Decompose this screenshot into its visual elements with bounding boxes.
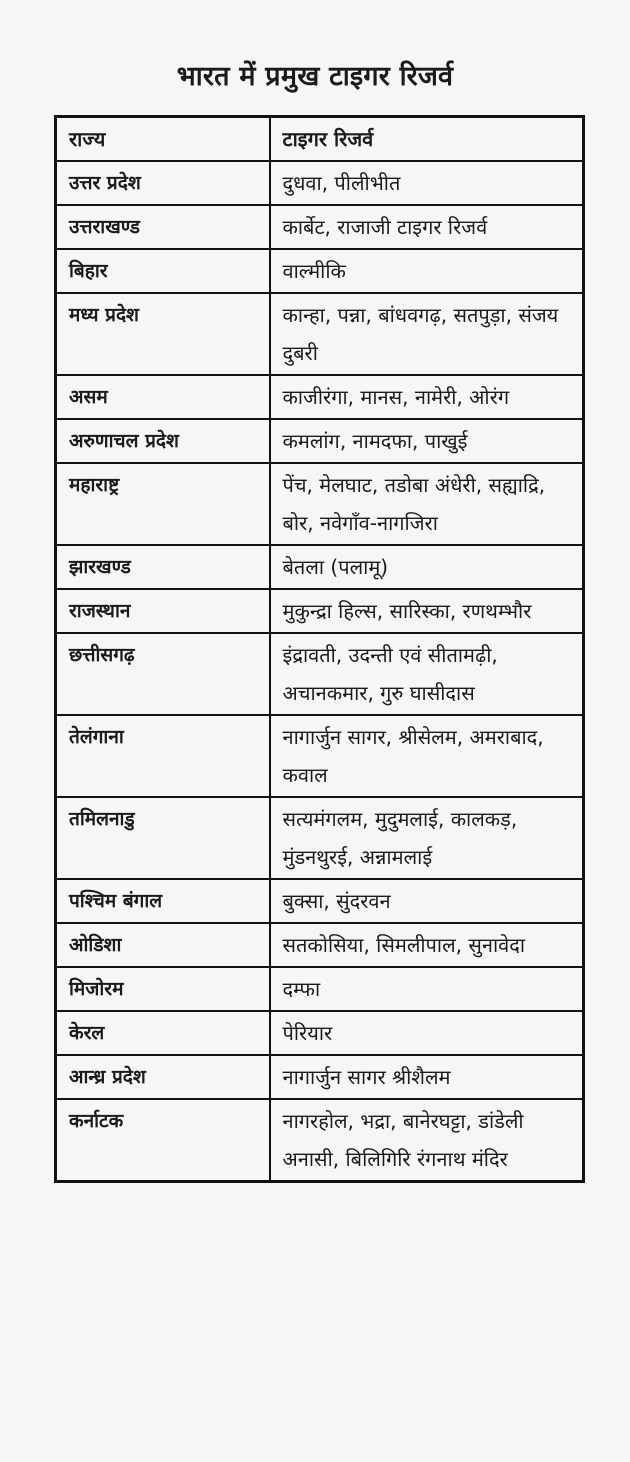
table-row	[56, 1055, 584, 1099]
reserve-cell: काजीरंगा, मानस, नामेरी, ओरंग	[270, 375, 584, 419]
table-row	[56, 1099, 584, 1182]
reserve-cell: इंद्रावती, उदन्ती एवं सीतामढ़ी, अचानकमार, गुरु घासीदास	[270, 633, 584, 715]
reserve-cell: नागार्जुन सागर श्रीशैलम	[270, 1055, 584, 1099]
state-cell: तमिलनाडु	[56, 797, 270, 879]
table-header-row	[56, 117, 584, 162]
table-row	[56, 797, 584, 879]
table-row	[56, 879, 584, 923]
state-cell: अरुणाचल प्रदेश	[56, 419, 270, 463]
reserve-cell: दुधवा, पीलीभीत	[270, 161, 584, 205]
table-row	[56, 293, 584, 375]
state-cell: मिजोरम	[56, 967, 270, 1011]
table-row	[56, 419, 584, 463]
table-row	[56, 1011, 584, 1055]
state-cell: ओडिशा	[56, 923, 270, 967]
reserve-cell: नागार्जुन सागर, श्रीसेलम, अमराबाद, कवाल	[270, 715, 584, 797]
table-row	[56, 715, 584, 797]
state-cell: महाराष्ट्र	[56, 463, 270, 545]
reserve-cell: पेरियार	[270, 1011, 584, 1055]
table-row	[56, 375, 584, 419]
table-row	[56, 161, 584, 205]
table-row	[56, 463, 584, 545]
tiger-reserve-table	[54, 115, 585, 1183]
state-cell: झारखण्ड	[56, 545, 270, 589]
table-row	[56, 545, 584, 589]
reserve-cell: सत्यमंगलम, मुदुमलाई, कालकड़, मुंडनथुरई, अन्नामलाई	[270, 797, 584, 879]
reserve-cell: बुक्सा, सुंदरवन	[270, 879, 584, 923]
state-cell: बिहार	[56, 249, 270, 293]
state-cell: पश्चिम बंगाल	[56, 879, 270, 923]
state-cell: केरल	[56, 1011, 270, 1055]
reserve-cell: दम्फा	[270, 967, 584, 1011]
state-cell: मध्य प्रदेश	[56, 293, 270, 375]
reserve-cell: कान्हा, पन्ना, बांधवगढ़, सतपुड़ा, संजय दुबरी	[270, 293, 584, 375]
table-row	[56, 923, 584, 967]
table-row	[56, 967, 584, 1011]
reserve-cell: सतकोसिया, सिमलीपाल, सुनावेदा	[270, 923, 584, 967]
reserve-cell: बेतला (पलामू)	[270, 545, 584, 589]
table-row	[56, 633, 584, 715]
state-cell: राजस्थान	[56, 589, 270, 633]
table-row	[56, 249, 584, 293]
state-cell: आन्ध्र प्रदेश	[56, 1055, 270, 1099]
state-cell: तेलंगाना	[56, 715, 270, 797]
reserve-cell: वाल्मीकि	[270, 249, 584, 293]
state-cell: उत्तराखण्ड	[56, 205, 270, 249]
reserve-cell: नागरहोल, भद्रा, बानेरघट्टा, डांडेली अनासी, बिलिगिरि रंगनाथ मंदिर	[270, 1099, 584, 1182]
reserve-cell: पेंच, मेलघाट, तडोबा अंधेरी, सह्याद्रि, बोर, नवेगाँव-नागजिरा	[270, 463, 584, 545]
state-cell: उत्तर प्रदेश	[56, 161, 270, 205]
table-row	[56, 589, 584, 633]
reserve-cell: कार्बेट, राजाजी टाइगर रिजर्व	[270, 205, 584, 249]
page-title: भारत में प्रमुख टाइगर रिजर्व	[176, 61, 454, 92]
reserve-cell: कमलांग, नामदफा, पाखुई	[270, 419, 584, 463]
state-cell: असम	[56, 375, 270, 419]
table-row	[56, 205, 584, 249]
column-header-state: राज्य	[56, 117, 270, 162]
state-cell: छत्तीसगढ़	[56, 633, 270, 715]
state-cell: कर्नाटक	[56, 1099, 270, 1182]
column-header-reserve: टाइगर रिजर्व	[270, 117, 584, 162]
reserve-cell: मुकुन्द्रा हिल्स, सारिस्का, रणथम्भौर	[270, 589, 584, 633]
